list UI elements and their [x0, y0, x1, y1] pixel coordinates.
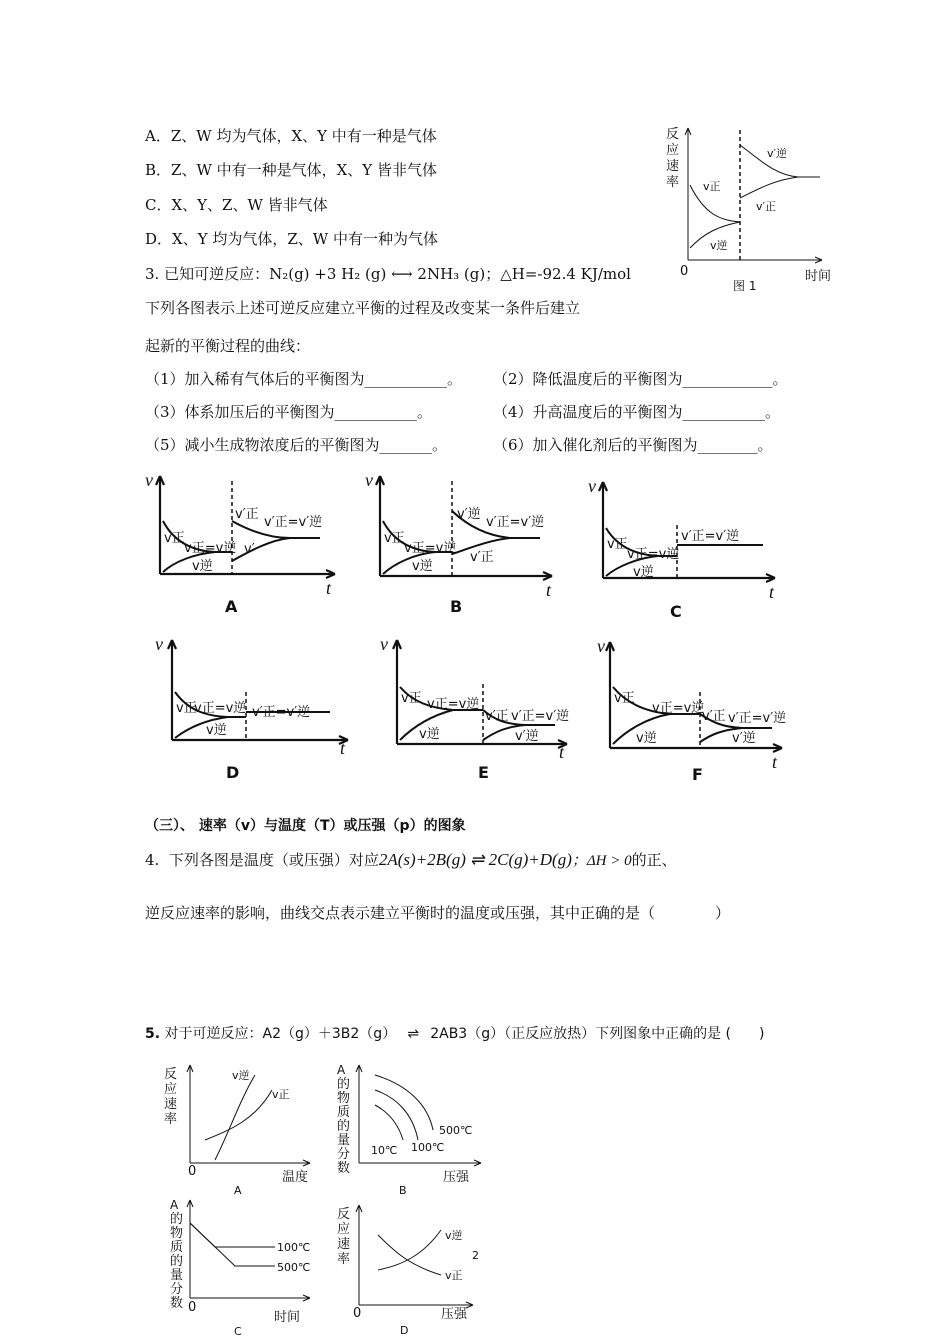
- svg-text:分: 分: [337, 1147, 351, 1162]
- q3-line2: 下列各图表示上述可逆反应建立平衡的过程及改变某一条件后建立: [145, 299, 581, 317]
- q5b-caption: B: [399, 1184, 407, 1197]
- q4-line1: 4. 下列各图是温度（或压强）对应2A(s)+2B(g) ⇌ 2C(g)+D(g)；ΔH > 0的正、: [145, 850, 677, 869]
- graph-c-caption: C: [670, 602, 682, 621]
- svg-text:应: 应: [164, 1082, 178, 1097]
- graph-a-t-axis: t: [326, 578, 332, 598]
- graph-a-label-v-fwd-new: v′正: [235, 507, 259, 522]
- q3-item-5: （5）减小生成物浓度后的平衡图为_______。: [145, 436, 448, 454]
- q5-stray-2: 2: [472, 1249, 479, 1262]
- graph-a-v-axis: v: [145, 470, 153, 490]
- svg-text:率: 率: [666, 175, 680, 190]
- q5d-v-fwd: v正: [445, 1269, 463, 1282]
- svg-text:量: 量: [337, 1133, 351, 1148]
- q5a-v-fwd-curve: [205, 1090, 272, 1140]
- fig1-ylabel-1: 反: [666, 127, 680, 142]
- q3-line3: 起新的平衡过程的曲线：: [145, 337, 311, 355]
- graph-c-label-v-fwd: v正: [607, 537, 628, 552]
- fig1-v-reverse: v逆: [710, 239, 728, 252]
- svg-text:速: 速: [666, 159, 680, 174]
- fig1-v-forward-new-curve: [740, 177, 798, 198]
- svg-text:0: 0: [353, 1306, 362, 1321]
- svg-text:的: 的: [170, 1212, 184, 1227]
- graph-f-label-v-rev: v逆: [636, 731, 657, 746]
- svg-text:反: 反: [164, 1067, 178, 1082]
- fig1-caption: 图 1: [733, 279, 757, 293]
- q3-item-6: （6）加入催化剂后的平衡图为________。: [493, 436, 773, 454]
- graph-e-label-v-rev: v逆: [419, 727, 440, 742]
- graph-a-eq-new: v′正=v′逆: [264, 515, 323, 530]
- graph-b-label-v-rev: v逆: [412, 559, 433, 574]
- q5-line: 5. 对于可逆反应：A2（g）＋3B2（g） ⇌ 2AB3（g）（正反应放热）下列图象中正确的是 ( ): [145, 1026, 765, 1042]
- graph-e-eq: v正=v逆: [427, 697, 480, 712]
- q3-item-1: （1）加入稀有气体后的平衡图为___________。: [145, 370, 463, 388]
- graph-d-t-axis: t: [340, 738, 346, 758]
- graph-c: [583, 470, 788, 625]
- fig1-v-reverse-new: v′逆: [767, 147, 788, 160]
- graph-e-label-v-rev-new: v′逆: [515, 729, 539, 744]
- svg-text:反: 反: [337, 1207, 351, 1222]
- svg-text:应: 应: [337, 1222, 351, 1237]
- graph-e-v-axis: v: [380, 634, 388, 654]
- svg-text:A: A: [337, 1063, 346, 1077]
- q3-item-2: （2）降低温度后的平衡图为____________。: [493, 370, 788, 388]
- graph-b-t-axis: t: [546, 580, 552, 600]
- graph-e-label-v-fwd: v正: [401, 691, 422, 706]
- q5d-xlabel: 压强: [441, 1307, 468, 1322]
- svg-text:率: 率: [164, 1112, 178, 1127]
- option-a: A．Z、W 均为气体，X、Y 中有一种是气体: [145, 127, 437, 145]
- graph-d-label-v-rev: v逆: [206, 723, 227, 738]
- svg-text:物: 物: [170, 1226, 184, 1241]
- graph-a-label-vprime: v′: [244, 542, 255, 557]
- figure-1: [660, 120, 840, 295]
- graph-f-label-v-fwd-new: v′正: [702, 709, 726, 724]
- q5b-t1: 500℃: [439, 1124, 473, 1137]
- graph-a-label-v-fwd: v正: [164, 531, 185, 546]
- q5d-v-rev-curve: [378, 1230, 441, 1270]
- option-d: D．X、Y 均为气体，Z、W 中有一种为气体: [145, 230, 438, 248]
- svg-text:的: 的: [337, 1119, 351, 1134]
- graph-c-v-axis: v: [588, 476, 596, 496]
- q5-graph-c: [160, 1195, 325, 1340]
- q3-intro: 3. 已知可逆反应：N₂(g) +3 H₂ (g) ⟷ 2NH₃ (g)；△H=-92.4 KJ/mol: [145, 265, 631, 283]
- svg-text:0: 0: [188, 1300, 197, 1315]
- graph-c-t-axis: t: [769, 582, 775, 602]
- graph-f-v-axis: v: [597, 636, 605, 656]
- q4-line2: 逆反应速率的影响，曲线交点表示建立平衡时的温度或压强，其中正确的是（ ）: [145, 904, 731, 922]
- fig1-v-forward: v正: [703, 180, 721, 193]
- svg-text:量: 量: [170, 1268, 184, 1283]
- q5c-500-curve: [190, 1223, 275, 1266]
- svg-text:应: 应: [666, 143, 680, 158]
- q5b-t2: 100℃: [411, 1141, 445, 1154]
- graph-c-eq-new: v′正=v′逆: [681, 529, 740, 544]
- q5a-v-rev: v逆: [232, 1069, 250, 1082]
- q5a-caption: A: [234, 1184, 242, 1197]
- svg-text:的: 的: [337, 1077, 351, 1092]
- graph-d-eq: v正=v逆: [194, 701, 247, 716]
- fig1-origin: 0: [680, 264, 689, 279]
- graph-f-caption: F: [692, 765, 703, 784]
- q5c-xlabel: 时间: [274, 1310, 301, 1325]
- q5d-v-rev: v逆: [445, 1229, 463, 1242]
- q5-graph-d: [333, 1200, 493, 1342]
- svg-text:0: 0: [188, 1164, 197, 1179]
- graph-a-label-v-rev: v逆: [192, 559, 213, 574]
- q3-item-3: （3）体系加压后的平衡图为___________。: [145, 403, 433, 421]
- graph-b-label-v-fwd: v正: [384, 531, 405, 546]
- q5c-t1: 100℃: [277, 1241, 311, 1254]
- q5-graph-b: [333, 1060, 488, 1200]
- fig1-xlabel: 时间: [805, 269, 832, 284]
- graph-e: [375, 632, 580, 787]
- graph-d-v-axis: v: [155, 634, 163, 654]
- q5c-t2: 500℃: [277, 1261, 311, 1274]
- graph-f-eq: v正=v逆: [652, 701, 705, 716]
- q5a-v-fwd: v正: [272, 1088, 290, 1101]
- q5b-xlabel: 压强: [443, 1170, 470, 1185]
- svg-text:分: 分: [170, 1282, 184, 1297]
- q5b-t3: 10℃: [371, 1144, 398, 1157]
- svg-text:的: 的: [170, 1254, 184, 1269]
- q5-graph-a: [160, 1060, 320, 1200]
- graph-c-label-v-rev: v逆: [633, 565, 654, 580]
- option-b: B．Z、W 中有一种是气体，X、Y 皆非气体: [145, 161, 437, 179]
- graph-d-caption: D: [226, 763, 240, 782]
- graph-b-label-v-rev-new: v′逆: [457, 507, 481, 522]
- svg-text:率: 率: [337, 1252, 351, 1267]
- q3-item-4: （4）升高温度后的平衡图为___________。: [493, 403, 781, 421]
- graph-e-t-axis: t: [559, 742, 565, 762]
- graph-a-eq: v正=v逆: [184, 541, 237, 556]
- option-c: C．X、Y、Z、W 皆非气体: [145, 196, 328, 214]
- graph-f-label-v-rev-new: v′逆: [732, 731, 756, 746]
- graph-b-label-v-fwd-new: v′正: [470, 550, 494, 565]
- graph-d: [150, 632, 355, 787]
- graph-b: [360, 466, 565, 621]
- graph-e-caption: E: [478, 763, 489, 782]
- svg-text:速: 速: [164, 1097, 178, 1112]
- graph-b-caption: B: [450, 597, 463, 616]
- svg-text:速: 速: [337, 1237, 351, 1252]
- graph-f-label-v-fwd: v正: [614, 691, 635, 706]
- graph-b-eq-new: v′正=v′逆: [486, 515, 545, 530]
- svg-text:数: 数: [337, 1161, 351, 1176]
- graph-f: [592, 632, 797, 787]
- q5c-caption: C: [234, 1325, 242, 1338]
- svg-text:物: 物: [337, 1091, 351, 1106]
- graph-f-t-axis: t: [772, 752, 778, 772]
- graph-e-eq-new: v′正=v′逆: [511, 709, 570, 724]
- graph-c-eq: v正=v逆: [627, 547, 680, 562]
- graph-f-eq-new: v′正=v′逆: [728, 711, 787, 726]
- section3-title: （三）、 速率（v）与温度（T）或压强（p）的图象: [145, 818, 466, 834]
- q5a-xlabel: 温度: [282, 1170, 309, 1185]
- graph-a-caption: A: [225, 597, 238, 616]
- svg-text:数: 数: [170, 1296, 184, 1311]
- graph-b-eq: v正=v逆: [404, 541, 457, 556]
- svg-text:质: 质: [337, 1105, 351, 1120]
- svg-text:A: A: [170, 1198, 179, 1212]
- svg-text:质: 质: [170, 1240, 184, 1255]
- q5d-caption: D: [400, 1324, 409, 1337]
- equilibrium-arrow-icon: ⇌: [407, 1026, 420, 1042]
- graph-a: [140, 466, 345, 621]
- graph-d-eq-new: v′正=v′逆: [252, 705, 311, 720]
- graph-e-label-v-fwd-new: v′正: [485, 709, 509, 724]
- graph-d-label-v-fwd: v正: [176, 701, 197, 716]
- graph-b-v-axis: v: [365, 470, 373, 490]
- fig1-v-forward-new: v′正: [756, 200, 777, 213]
